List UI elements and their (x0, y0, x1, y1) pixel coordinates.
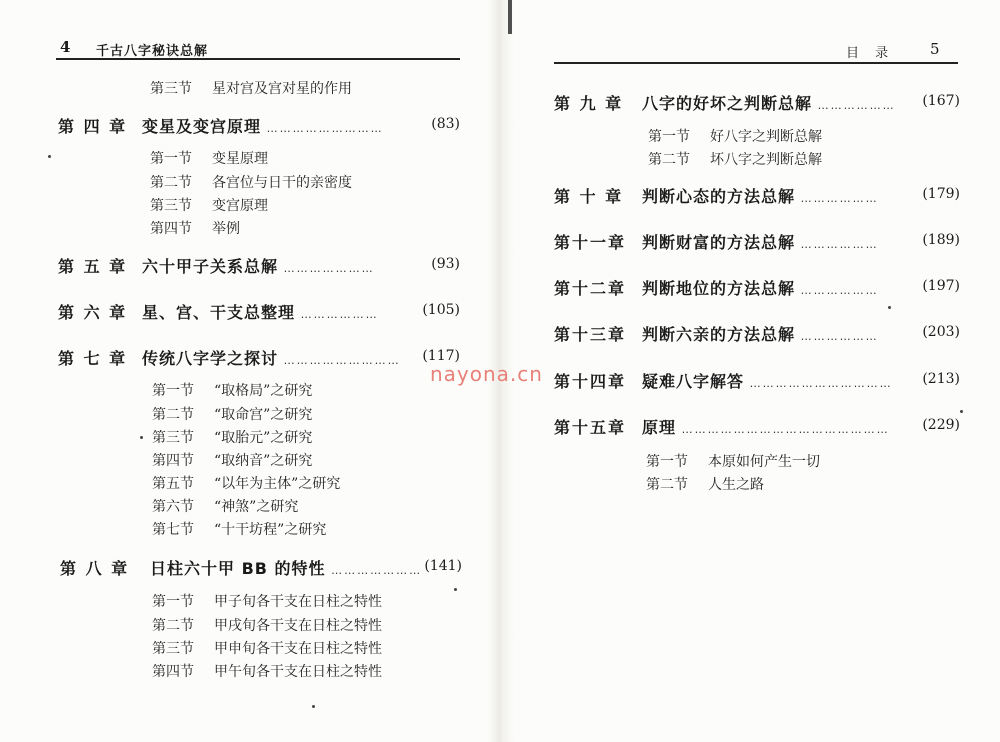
right-running-title: 目 录 (846, 46, 895, 61)
scan-speck (960, 410, 963, 413)
toc-chapter-10[interactable]: 第 十 章 判断心态的方法总解 ……………… (179) (554, 186, 960, 206)
toc-section-8-4[interactable]: 第四节 甲午旬各干支在日柱之特性 (152, 664, 382, 680)
toc-chapter-9[interactable]: 第 九 章 八字的好坏之判断总解 ……………… (167) (554, 93, 960, 113)
toc-section-7-3[interactable]: 第三节 “取胎元”之研究 (152, 430, 313, 446)
left-running-title: 千古八字秘诀总解 (96, 44, 209, 59)
page-ref: (83) (431, 116, 460, 132)
toc-section-8-1[interactable]: 第一节 甲子旬各干支在日柱之特性 (152, 594, 382, 610)
toc-section-8-3[interactable]: 第三节 甲申旬各干支在日柱之特性 (152, 641, 382, 657)
scan-speck (140, 436, 143, 439)
right-header-rule (554, 62, 958, 64)
left-header-rule (56, 58, 460, 60)
toc-chapter-14[interactable]: 第十四章 疑难八字解答 …………………………… (213) (554, 371, 960, 391)
toc-section-7-4[interactable]: 第四节 “取纳音”之研究 (152, 453, 313, 469)
page-ref: (141) (424, 558, 462, 574)
page-ref: (167) (922, 93, 960, 109)
toc-section-7-7[interactable]: 第七节 “十干坊程”之研究 (152, 522, 327, 538)
toc-section-8-2[interactable]: 第二节 甲戌旬各干支在日柱之特性 (152, 618, 382, 634)
scan-speck (312, 705, 315, 708)
page-ref: (105) (422, 302, 460, 318)
toc-section-7-6[interactable]: 第六节 “神煞”之研究 (152, 499, 299, 515)
toc-chapter-7[interactable]: 第 七 章 传统八字学之探讨 ……………………… (117) (58, 348, 460, 368)
toc-chapter-13[interactable]: 第十三章 判断六亲的方法总解 ……………… (203) (554, 324, 960, 344)
toc-section-9-1[interactable]: 第一节 好八字之判断总解 (648, 129, 822, 145)
toc-chapter-11[interactable]: 第十一章 判断财富的方法总解 ……………… (189) (554, 232, 960, 252)
toc-section-7-5[interactable]: 第五节 “以年为主体”之研究 (152, 476, 341, 492)
toc-section-4-3[interactable]: 第三节 星对宫及宫对星的作用 (150, 81, 352, 97)
page-ref: (93) (431, 256, 460, 272)
right-page (510, 0, 1000, 742)
toc-section-4-1[interactable]: 第一节 变星原理 (150, 151, 268, 167)
scan-speck (454, 588, 457, 591)
toc-chapter-4[interactable]: 第 四 章 变星及变宫原理 ……………………… (83) (58, 116, 460, 136)
toc-chapter-12[interactable]: 第十二章 判断地位的方法总解 ……………… (197) (554, 278, 960, 298)
toc-chapter-6[interactable]: 第 六 章 星、宫、干支总整理 ……………… (105) (58, 302, 460, 322)
toc-section-4-3b[interactable]: 第三节 变宫原理 (150, 198, 268, 214)
left-page (0, 0, 490, 742)
toc-section-4-4[interactable]: 第四节 举例 (150, 221, 240, 237)
page-ref: (189) (922, 232, 960, 248)
toc-section-15-2[interactable]: 第二节 人生之路 (646, 477, 764, 493)
page-ref: (179) (922, 186, 960, 202)
watermark-text: nayona.cn (430, 362, 543, 386)
toc-section-15-1[interactable]: 第一节 本原如何产生一切 (646, 454, 820, 470)
toc-section-7-2[interactable]: 第二节 “取命宫”之研究 (152, 407, 313, 423)
scan-speck (888, 306, 891, 309)
page-ref: (229) (922, 417, 960, 433)
page-ref: (203) (922, 324, 960, 340)
scan-speck (48, 155, 51, 158)
page-ref: (197) (922, 278, 960, 294)
toc-chapter-15[interactable]: 第十五章 原理 ………………………………………… (229) (554, 417, 960, 437)
page-ref: (213) (922, 371, 960, 387)
toc-chapter-5[interactable]: 第 五 章 六十甲子关系总解 ………………… (93) (58, 256, 460, 276)
page-ref: (117) (422, 348, 460, 364)
left-page-number: 4 (60, 38, 72, 56)
toc-chapter-8[interactable]: 第 八 章 日柱六十甲 BB 的特性 ………………… (141) (60, 558, 462, 578)
right-page-number: 5 (930, 40, 941, 58)
toc-section-7-1[interactable]: 第一节 “取格局”之研究 (152, 383, 313, 399)
toc-section-9-2[interactable]: 第二节 坏八字之判断总解 (648, 152, 822, 168)
toc-section-4-2[interactable]: 第二节 各宫位与日干的亲密度 (150, 175, 352, 191)
